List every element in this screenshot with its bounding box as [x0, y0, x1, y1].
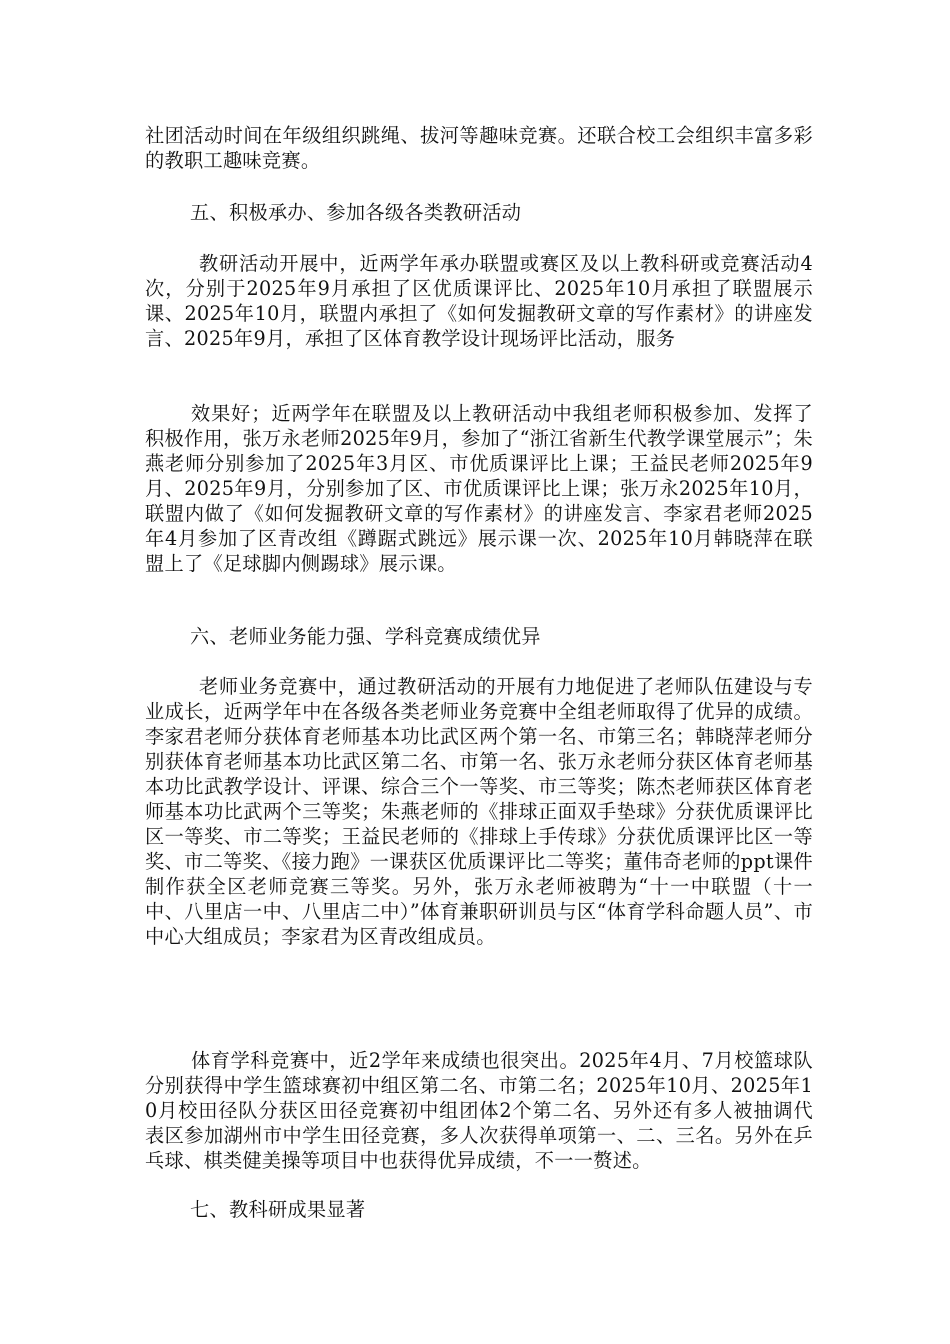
section-heading-6: 六、老师业务能力强、学科竞赛成绩优异	[190, 625, 541, 648]
paragraph-intro-continued: 社团活动时间在年级组织跳绳、拔河等趣味竞赛。还联合校工会组织丰富多彩的教职工趣味竞赛。	[145, 124, 813, 172]
section-heading-7: 七、教科研成果显著	[190, 1198, 366, 1221]
paragraph-section6-1: 老师业务竞赛中，通过教研活动的开展有力地促进了老师队伍建设与专业成长，近两学年中在各级各类老师业务竞赛中全组老师取得了优异的成绩。李家君老师分获体育老师基本功比武区两个第一名、市第三名；韩晓萍老师分别获体育老师基本功比武区第二名、市第一名、张万永老师分获区体育老师基本功比武教学设计、评课、综合三个一等奖、市三等奖；陈杰老师获区体育老师基本功比武两个三等奖；朱燕老师的《排球正面双手垫球》分获优质课评比区一等奖、市二等奖；王益民老师的《排球上手传球》分获优质课评比区一等奖、市二等奖、《接力跑》一课获区优质课评比二等奖；董伟奇老师的ppt课件制作获全区老师竞赛三等奖。另外，张万永老师被聘为“十一中联盟（十一中、八里店一中、八里店二中）”体育兼职研训员与区“体育学科命题人员”、市中心大组成员；李家君为区青改组成员。	[145, 675, 813, 948]
section-heading-5: 五、积极承办、参加各级各类教研活动	[190, 201, 522, 224]
paragraph-section5-2: 效果好；近两学年在联盟及以上教研活动中我组老师积极参加、发挥了积极作用，张万永老师2025年9月，参加了“浙江省新生代教学课堂展示”；朱燕老师分别参加了2025年3月区、市优质课评比上课；王益民老师2025年9月、2025年9月，分别参加了区、市优质课评比上课；张万永2025年10月，联盟内做了《如何发掘教研文章的写作素材》的讲座发言、李家君老师2025年4月参加了区青改组《蹲踞式跳远》展示课一次、2025年10月韩晓萍在联盟上了《足球脚内侧踢球》展示课。	[145, 402, 813, 575]
paragraph-section5-1: 教研活动开展中，近两学年承办联盟或赛区及以上教科研或竞赛活动4次，分别于2025年9月承担了区优质课评比、2025年10月承担了联盟展示课、2025年10月，联盟内承担了《如何发掘教研文章的写作素材》的讲座发言、2025年9月，承担了区体育教学设计现场评比活动，服务	[145, 252, 813, 350]
paragraph-section6-2: 体育学科竞赛中，近2学年来成绩也很突出。2025年4月、7月校篮球队分别获得中学生篮球赛初中组区第二名、市第二名；2025年10月、2025年10月校田径队分获区田径竞赛初中组团体2个第二名、另外还有多人被抽调代表区参加湖州市中学生田径竞赛，多人次获得单项第一、二、三名。另外在乒乓球、棋类健美操等项目中也获得优异成绩，不一一赘述。	[145, 1049, 813, 1172]
